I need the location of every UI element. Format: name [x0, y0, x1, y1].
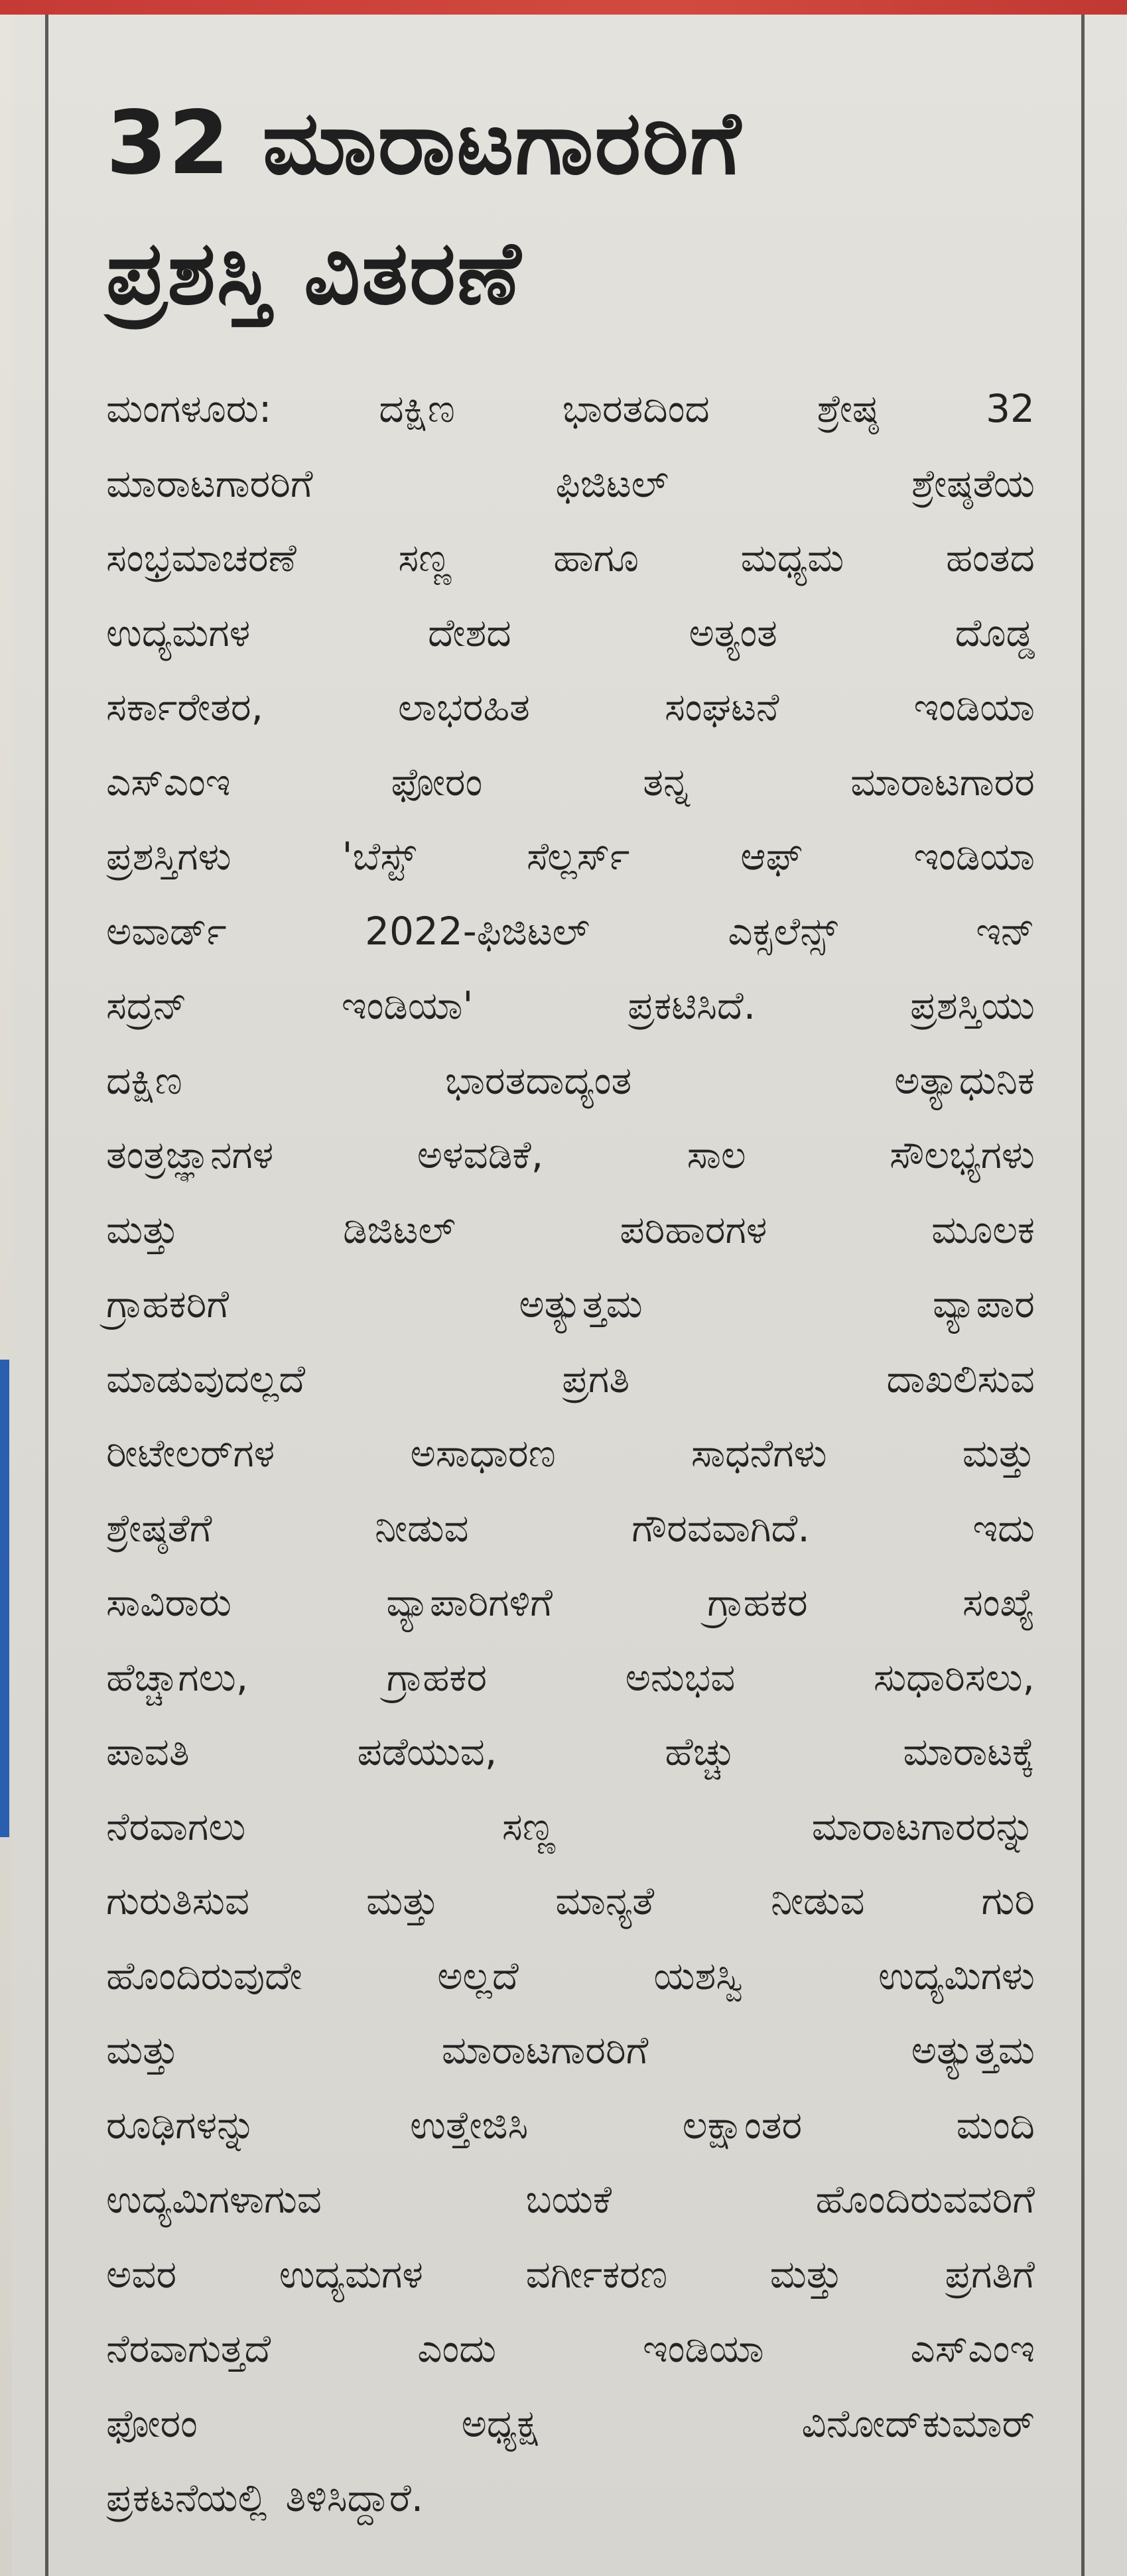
- article-line: [106, 2237, 1035, 2312]
- article-line: [106, 1118, 1035, 1192]
- article-word: ತನ್ನ: [643, 759, 691, 805]
- article-word: ನೆರವಾಗಲು: [106, 1803, 246, 1849]
- article-word: ಮಾರಾಟಗಾರರನ್ನು: [811, 1803, 1035, 1849]
- article-word: ಸೆಲ್ಲರ್ಸ್: [527, 834, 630, 879]
- article-word: ಗ್ರಾಹಕರ: [386, 1654, 488, 1700]
- article-word: ಶ್ರೇಷ್ಠ: [817, 386, 879, 431]
- article-word: ಫೋರಂ: [391, 759, 483, 805]
- article-word: ಬಯಕೆ: [525, 2177, 612, 2222]
- article-line: [106, 670, 1035, 745]
- article-word: ದಕ್ಷಿಣ: [106, 1057, 182, 1103]
- article-word: ಗುರಿ: [981, 1878, 1035, 1923]
- article-word: ಇನ್: [976, 908, 1035, 954]
- article-word: ಮತ್ತು: [962, 1431, 1035, 1476]
- article-word: ತಂತ್ರಜ್ಞಾನಗಳ: [106, 1132, 274, 1177]
- article-word: 32: [986, 386, 1035, 431]
- article-word: ಮಂಗಳೂರು:: [106, 386, 272, 431]
- article-word: ರೀಟೇಲರ್‌ಗಳ: [106, 1431, 275, 1476]
- article-word: ಗ್ರಾಹಕರಿಗೆ: [106, 1281, 230, 1326]
- article-word: ಅತ್ಯಾಧುನಿಕ: [894, 1057, 1035, 1103]
- article-word: ಉತ್ತೇಜಿಸಿ: [410, 2102, 529, 2148]
- article-word: ದಕ್ಷಿಣ: [379, 386, 455, 431]
- article-word: ಶ್ರೇಷ್ಠತೆಯ: [911, 460, 1035, 506]
- article-word: ಇಂಡಿಯಾ: [643, 2326, 764, 2371]
- article-word: ನೆರವಾಗುತ್ತದೆ: [106, 2326, 271, 2371]
- article-word: ಮತ್ತು: [769, 2251, 842, 2297]
- article-word: ಅಸಾಧಾರಣ: [410, 1431, 556, 1476]
- article-word: ಇಂಡಿಯಾ: [913, 834, 1035, 879]
- article-word: ಯಶಸ್ವಿ: [653, 1953, 744, 1998]
- article-word: ಮಧ್ಯಮ: [740, 535, 844, 580]
- article-word: ಪ್ರಗತಿ: [562, 1356, 630, 1401]
- article-word: ಮಾರಾಟಗಾರರಿಗೆ: [441, 2028, 649, 2073]
- article-word: ಎಂದು: [417, 2326, 497, 2371]
- right-column-rule: [1081, 15, 1085, 2576]
- article-word: ಪ್ರಶಸ್ತಿಗಳು: [106, 834, 232, 879]
- article-word: ಸಂಖ್ಯೆ: [962, 1580, 1035, 1625]
- article-word: ಮಂದಿ: [956, 2102, 1035, 2148]
- article-word: ಪ್ರಕಟಿಸಿದೆ.: [628, 983, 756, 1028]
- article-line: [106, 371, 1035, 446]
- article-word: ಗ್ರಾಹಕರ: [707, 1580, 808, 1625]
- article-word: ಲಾಭರಹಿತ: [397, 684, 530, 730]
- article-line: [106, 819, 1035, 894]
- article-line: [106, 1864, 1035, 1939]
- article-word: ಆಫ್: [740, 834, 803, 879]
- article-word: ಮಾರಾಟಗಾರರಿಗೆ: [106, 460, 313, 506]
- article-word: ರೂಢಿಗಳನ್ನು: [106, 2102, 256, 2148]
- article-word: ಎಕ್ಸಲೆನ್ಸ್: [728, 908, 838, 954]
- article-line: [106, 596, 1035, 671]
- headline-line-2: ಪ್ರಶಸ್ತಿ ವಿತರಣೆ: [106, 222, 523, 324]
- article-line: [106, 1342, 1035, 1417]
- article-line: [106, 1714, 1035, 1789]
- article-line: [106, 1192, 1035, 1267]
- article-word: ವ್ಯಾಪಾರಿಗಳಿಗೆ: [386, 1580, 553, 1625]
- article-word: ಉದ್ಯಮಗಳ: [106, 610, 251, 655]
- article-line: [106, 2013, 1035, 2088]
- article-word: ಸುಧಾರಿಸಲು,: [873, 1654, 1035, 1700]
- article-word: ಸಂಭ್ರಮಾಚರಣೆ: [106, 535, 297, 580]
- article-line: [106, 1491, 1035, 1566]
- article-line: [106, 1416, 1035, 1491]
- article-word: ಪಾವತಿ: [106, 1729, 190, 1774]
- article-word: ಅತ್ಯುತ್ತಮ: [911, 2028, 1035, 2073]
- article-body: [106, 371, 1035, 2536]
- article-word: ಪ್ರಗತಿಗೆ: [945, 2251, 1035, 2297]
- article-line: [106, 2461, 1035, 2536]
- article-word: ಹೆಚ್ಚು: [665, 1729, 736, 1774]
- article-line: [106, 2162, 1035, 2237]
- article-line: [106, 2311, 1035, 2386]
- article-word: ಪ್ರಶಸ್ತಿಯು: [910, 983, 1035, 1028]
- headline-line-1: 32 ಮಾರಾಟಗಾರರಿಗೆ: [106, 92, 742, 194]
- article-word: ಸರ್ಕಾರೇತರ,: [106, 684, 263, 730]
- article-word: ಫಿಜಿಟಲ್: [555, 460, 669, 506]
- article-word: ಅಳವಡಿಕೆ,: [417, 1132, 544, 1177]
- article-word: ಫೋರಂ: [106, 2400, 198, 2446]
- article-word: ಸಣ್ಣ: [501, 1803, 556, 1849]
- left-page-edge: [0, 15, 12, 2576]
- article-line: [106, 1043, 1035, 1118]
- article-line: [106, 1939, 1035, 2014]
- article-word: ನೀಡುವ: [771, 1878, 865, 1923]
- headline: [106, 78, 1055, 338]
- left-column-rule: [45, 15, 48, 2576]
- article-word: ಮತ್ತು: [106, 1206, 179, 1252]
- article-word: ಲಕ್ಷಾಂತರ: [682, 2102, 803, 2148]
- article-line: [106, 894, 1035, 969]
- article-word: ಅಧ್ಯಕ್ಷ: [461, 2400, 538, 2446]
- article-word: ವ್ಯಾಪಾರ: [932, 1281, 1035, 1326]
- article-word: 'ಬೆಸ್ಟ್: [342, 834, 417, 879]
- article-word: ಭಾರತದಾದ್ಯಂತ: [444, 1057, 632, 1103]
- article-line: [106, 521, 1035, 596]
- article-line: [106, 2386, 1035, 2461]
- article-line: [106, 968, 1035, 1043]
- article-word: ದೇಶದ: [427, 610, 511, 655]
- article-word: ಉದ್ಯಮಿಗಳಾಗುವ: [106, 2177, 322, 2222]
- article-word: ದಾಖಲಿಸುವ: [886, 1356, 1035, 1401]
- article-word: ಮತ್ತು: [366, 1878, 439, 1923]
- article-word: ಅತ್ಯಂತ: [689, 610, 777, 655]
- article-word: ವರ್ಗೀಕರಣ: [525, 2251, 668, 2297]
- article-line: [106, 745, 1035, 820]
- article-word: ಗುರುತಿಸುವ: [106, 1878, 250, 1923]
- article-word: ಸಣ್ಣ: [398, 535, 452, 580]
- article-word: ಇದು: [972, 1505, 1035, 1551]
- article-word: ಮಾನ್ಯತೆ: [555, 1878, 655, 1923]
- article-word: ಶ್ರೇಷ್ಠತೆಗೆ: [106, 1505, 212, 1551]
- article-word: ಎಸ್‌ಎಂಇ: [910, 2326, 1035, 2371]
- article-word: ಮಾರಾಟಕ್ಕೆ: [903, 1729, 1035, 1774]
- article-word: ಪಡೆಯುವ,: [357, 1729, 497, 1774]
- article-line: [106, 446, 1035, 521]
- article-word: ಮಾಡುವುದಲ್ಲದೆ: [106, 1356, 306, 1401]
- article-word: ಸಂಘಟನೆ: [664, 684, 779, 730]
- article-word: ಅವರ: [106, 2251, 177, 2297]
- article-word: ಅಲ್ಲದೆ: [437, 1953, 519, 1998]
- article-word: ಪ್ರಕಟನೆಯಲ್ಲಿ: [106, 2475, 267, 2520]
- article-word: ಭಾರತದಿಂದ: [562, 386, 710, 431]
- article-word: ಅನುಭವ: [625, 1654, 736, 1700]
- article-word: ಸಾಧನೆಗಳು: [691, 1431, 827, 1476]
- article-line: [106, 2088, 1035, 2163]
- article-word: ಗೌರವವಾಗಿದೆ.: [631, 1505, 810, 1551]
- article-word: ಸೌಲಭ್ಯಗಳು: [890, 1132, 1035, 1177]
- article-line: [106, 1640, 1035, 1715]
- article-word: ಮತ್ತು: [106, 2028, 179, 2073]
- article-word: ಹೆಚ್ಚಾಗಲು,: [106, 1654, 249, 1700]
- article-word: ಉದ್ಯಮಿಗಳು: [878, 1953, 1035, 1998]
- article-word: ಇಂಡಿಯಾ: [913, 684, 1035, 730]
- article-word: ಸದ್ರನ್: [106, 983, 187, 1028]
- article-word: ಇಂಡಿಯಾ': [341, 983, 474, 1028]
- left-blue-edge: [0, 1360, 9, 1837]
- article-word: ಸಾಲ: [687, 1132, 746, 1177]
- article-word: ಎಸ್‌ಎಂಇ: [106, 759, 231, 805]
- article-word: ತಿಳಿಸಿದ್ದಾರೆ.: [285, 2475, 424, 2520]
- article-word: ನೀಡುವ: [375, 1505, 469, 1551]
- article-word: ಹೊಂದಿರುವುದೇ: [106, 1953, 302, 1998]
- article-word: ಮೂಲಕ: [931, 1206, 1035, 1252]
- article-line: [106, 1565, 1035, 1640]
- article-word: ಮಾರಾಟಗಾರರ: [850, 759, 1035, 805]
- article-word: ಹೊಂದಿರುವವರಿಗೆ: [815, 2177, 1035, 2222]
- article-word: ವಿನೋದ್‌ಕುಮಾರ್: [801, 2400, 1035, 2446]
- article-word: ಹಾಗೂ: [553, 535, 639, 580]
- top-red-strip: [0, 0, 1127, 15]
- article-line: [106, 1267, 1035, 1342]
- article-word: ಹಂತದ: [945, 535, 1035, 580]
- article-word: ಅವಾರ್ಡ್: [106, 908, 227, 954]
- article-word: ಪರಿಹಾರಗಳ: [620, 1206, 767, 1252]
- article-line: [106, 1789, 1035, 1864]
- article-word: 2022-ಫಿಜಿಟಲ್: [365, 908, 590, 954]
- article-word: ಸಾವಿರಾರು: [106, 1580, 232, 1625]
- article-word: ಉದ್ಯಮಗಳ: [279, 2251, 423, 2297]
- article-word: ಡಿಜಿಟಲ್: [342, 1206, 456, 1252]
- article-word: ಅತ್ಯುತ್ತಮ: [519, 1281, 643, 1326]
- article-word: ದೊಡ್ಡ: [955, 610, 1035, 655]
